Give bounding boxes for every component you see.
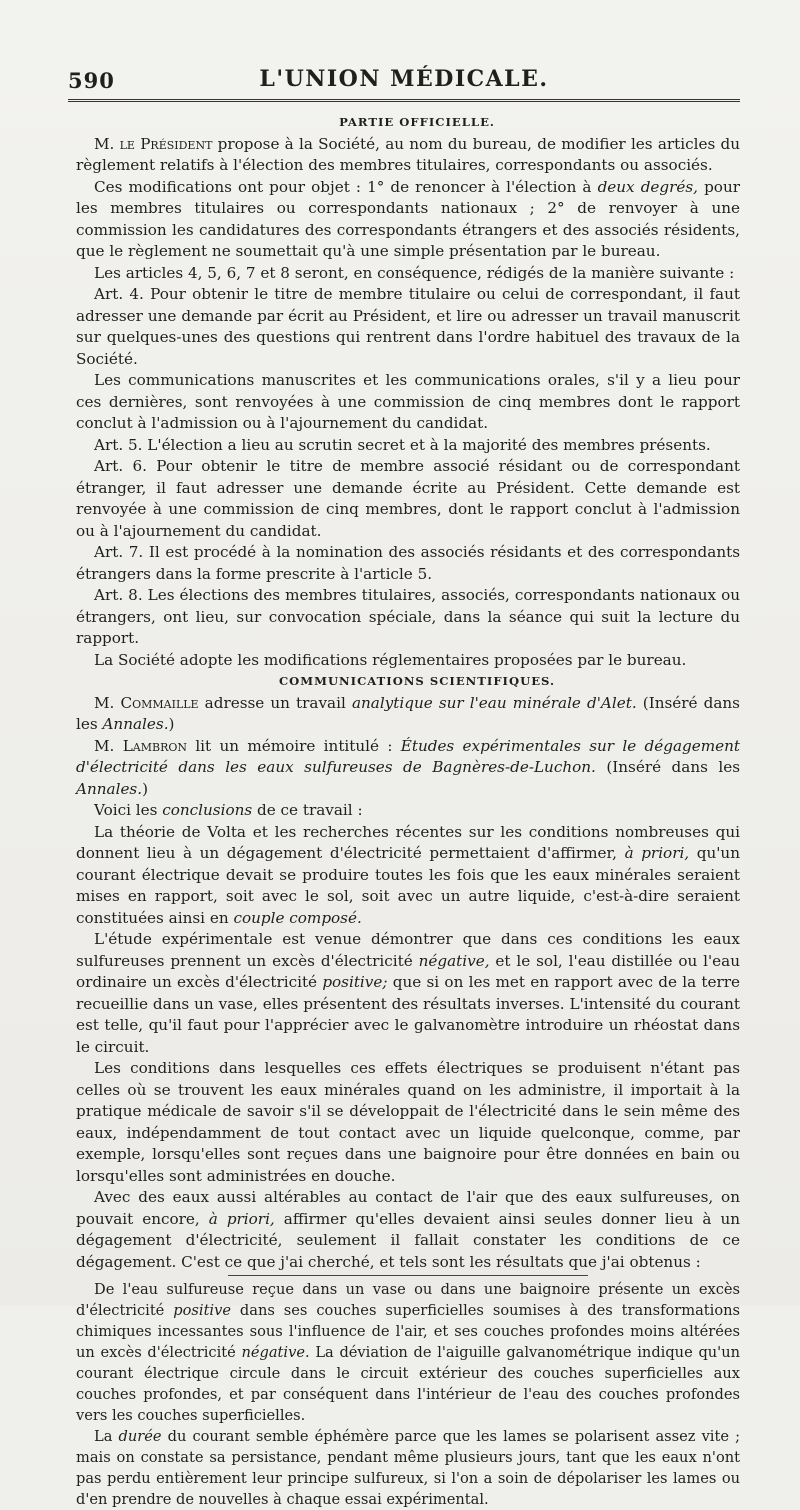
paragraph-modifications: Ces modifications ont pour objet : 1° de renoncer à l'élection à deux degrés, pour les membres titulaires ou correspondants nationaux ; 2° de renvoyer à une commission les candidatures des correspondants étrangers et des associés résidents, que le règlement ne soumettait qu'à une simple présentation par le bureau. xyxy=(76,177,740,260)
page-header xyxy=(68,62,740,96)
separator-rule xyxy=(228,1275,588,1276)
paragraph-articles: Les articles 4, 5, 6, 7 et 8 seront, en conséquence, rédigés de la manière suivante : xyxy=(94,263,735,282)
paragraph-eaux-alterables: Avec des eaux aussi altérables au contact de l'air que des eaux sulfureuses, on pouvait encore, à priori, affirmer qu'elles devaient ainsi seules donner lieu à un dégagement d'électricité, seulement il fallait constater les conditions de ce dégagement. C'est ce que j'ai cherché, et tels sont les résultats que j'ai obtenus : xyxy=(76,1188,741,1271)
article-6: Art. 6. Pour obtenir le titre de membre associé résidant ou de correspondant étranger, il faut adresser une demande écrite au Président. Cette demande est renvoyée à une commission de cinq membres, dont le rapport conclut à l'admission ou à l'ajournement du candidat. xyxy=(76,457,740,540)
page-body xyxy=(76,112,740,1510)
article-4: Art. 4. Pour obtenir le titre de membre titulaire ou celui de correspondant, il faut adresser une demande par écrit au Président, et lire ou adresser un travail manuscrit sur quelques-unes des questions qui rentrent dans l'ordre habituel des travaux de la Société. xyxy=(76,285,740,368)
section-title-partie-officielle: PARTIE OFFICIELLE. xyxy=(339,115,495,129)
paragraph-etude: L'étude expérimentale est venue démontrer que dans ces conditions les eaux sulfureuses prennent un excès d'électricité négative, et le sol, l'eau distillée ou l'eau ordinaire un excès d'électricité positive; que si on les met en rapport avec de la terre recueillie dans un vase, elles présentent des résultats inverses. L'intensité du courant est telle, qu'il faut pour l'apprécier avec le galvanomètre introduire un rhéostat dans le circuit. xyxy=(76,930,740,1056)
paragraph-commaille: M. Commaille adresse un travail analytique sur l'eau minérale d'Alet. (Inséré dans les Annales.) xyxy=(76,693,740,733)
article-4-continued: Les communications manuscrites et les communications orales, s'il y a lieu pour ces dernières, sont renvoyées à une commission de cinq membres dont le rapport conclut à l'admission ou à l'ajournement du candidat. xyxy=(76,371,740,432)
paragraph-eau-sulfureuse: De l'eau sulfureuse reçue dans un vase ou dans une baignoire présente un excès d'électricité positive dans ses couches superficielles soumises à des transformations chimiques incessantes sous l'influence de l'air, et ses couches profondes moins altérées un excès d'électricité négative. La déviation de l'aiguille galvanométrique indique qu'un courant électrique circule dans le circuit extérieur des couches superficielles aux couches profondes, et par conséquent dans l'intérieur de l'eau des couches profondes vers les couches superficielles. xyxy=(76,1281,740,1424)
article-7: Art. 7. Il est procédé à la nomination des associés résidants et des correspondants étrangers dans la forme prescrite à l'article 5. xyxy=(76,543,740,583)
page-number: 590 xyxy=(68,68,115,93)
paragraph-conditions: Les conditions dans lesquelles ces effets électriques se produisent n'étant pas celles où se trouvent les eaux minérales quand on les administre, il importait à la pratique médicale de savoir s'il se développait de l'électricité dans le sein même des eaux, indépendamment de tout contact avec un liquide quelconque, comme, par exemple, lorsqu'elles sont reçues dans une baignoire pour être données en bain ou lorsqu'elles sont administrées en douche. xyxy=(76,1059,740,1185)
paragraph-volta: La théorie de Volta et les recherches récentes sur les conditions nombreuses qui donnent lieu à un dégagement d'électricité permettaient d'affirmer, à priori, qu'un courant électrique devait se produire toutes les fois que les eaux minérales seraient mises en rapport, soit avec le sol, soit avec un autre liquide, c'est-à-dire seraient constituées ainsi en couple composé. xyxy=(76,822,740,927)
running-title: L'UNION MÉDICALE. xyxy=(259,66,549,92)
paragraph-adoption: La Société adopte les modifications réglementaires proposées par le bureau. xyxy=(94,650,687,669)
header-rule xyxy=(68,99,740,102)
article-5: Art. 5. L'élection a lieu au scrutin secret et à la majorité des membres présents. xyxy=(94,435,711,454)
paragraph-lambron: M. Lambron lit un mémoire intitulé : Études expérimentales sur le dégagement d'électricité dans les eaux sulfureuses de Bagnères-de-Luchon. (Inséré dans les Annales.) xyxy=(76,736,740,798)
article-8: Art. 8. Les élections des membres titulaires, associés, correspondants nationaux ou étrangers, ont lieu, sur convocation spéciale, dans la séance qui suit la lecture du rapport. xyxy=(76,586,740,647)
speaker-name: M. le Président xyxy=(94,134,213,153)
paragraph-duree: La durée du courant semble éphémère parce que les lames se polarisent assez vite ; mais on constate sa persistance, pendant même plusieurs jours, tant que les eaux n'ont pas perdu entièrement leur principe sulfureux, si l'on a soin de dépolariser les lames ou d'en prendre de nouvelles à chaque essai expérimental. xyxy=(76,1428,741,1508)
paragraph-president: M. le Président propose à la Société, au nom du bureau, de modifier les articles du règlement relatifs à l'élection des membres titulaires, correspondants ou associés. xyxy=(76,134,740,174)
speaker-name: M. Commaille xyxy=(94,693,199,712)
paragraph-conclusions-intro: Voici les conclusions de ce travail : xyxy=(94,801,363,819)
section-title-communications: COMMUNICATIONS SCIENTIFIQUES. xyxy=(278,674,556,688)
speaker-name: M. Lambron xyxy=(94,736,187,755)
